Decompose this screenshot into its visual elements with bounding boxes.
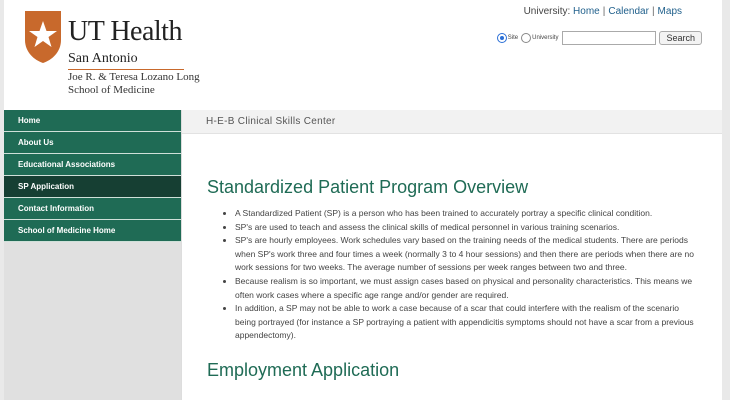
link-separator: |	[651, 6, 655, 17]
sidebar-item-school-of-medicine-home[interactable]: School of Medicine Home	[4, 220, 181, 242]
sidebar-item-educational-associations[interactable]: Educational Associations	[4, 154, 181, 176]
sidebar	[4, 110, 181, 400]
search-bar	[497, 31, 702, 45]
logo-school-line2: School of Medicine	[68, 84, 155, 96]
list-item: • SP's are used to teach and assess the clinical skills of medical personnel in various training scenarios.	[235, 221, 698, 235]
header	[4, 0, 722, 110]
radio-site-label: Site	[507, 35, 519, 41]
radio-site[interactable]	[497, 33, 507, 43]
radio-university-label: University	[532, 35, 559, 41]
logo-divider	[68, 69, 184, 70]
sidebar-item-sp-application[interactable]: SP Application	[4, 176, 181, 198]
logo-subtitle: San Antonio	[68, 51, 138, 66]
content-area	[182, 177, 722, 381]
university-label: University:	[523, 6, 571, 17]
radio-university[interactable]	[521, 33, 531, 43]
search-button[interactable]: Search	[659, 31, 702, 45]
list-item: • A Standardized Patient (SP) is a person who has been trained to accurately portray a specific clinical condition.	[235, 207, 698, 221]
list-item: • In addition, a SP may not be able to work a case because of a scar that could interfere with the realism of the scenario being portrayed (for instance a SP portraying a patient with appendicitis symptoms should not have a scar from a previous appendectomy).	[235, 302, 698, 343]
overview-list	[207, 207, 698, 343]
list-item: • SP's are hourly employees. Work schedules vary based on the training needs of the medical students. There are periods when SP's work three and four times a week (normally 3 to 4 hour sessions) and then there are periods when there are no work sessions for two weeks. The average number of sessions per week ranges between two and three.	[235, 234, 698, 275]
page	[4, 0, 722, 400]
breadcrumb: H-E-B Clinical Skills Center	[182, 110, 722, 134]
sidebar-item-home[interactable]: Home	[4, 110, 181, 132]
section-title-employment: Employment Application	[207, 359, 400, 380]
sidebar-item-contact-information[interactable]: Contact Information	[4, 198, 181, 220]
logo-school-line1: Joe R. & Teresa Lozano Long	[68, 71, 200, 83]
logo-title: UT Health	[68, 16, 182, 47]
link-calendar[interactable]: Calendar	[608, 6, 649, 17]
link-separator: |	[602, 6, 606, 17]
search-input[interactable]	[562, 31, 656, 45]
university-links	[524, 6, 682, 17]
main-content	[181, 110, 722, 400]
link-home[interactable]: Home	[573, 6, 600, 17]
link-maps[interactable]: Maps	[657, 6, 682, 17]
longhorn-shield-icon	[24, 10, 62, 64]
list-item: • Because realism is so important, we must assign cases based on physical and personality characteristics. This means we often work cases where a specific age range and/or gender are required.	[235, 275, 698, 302]
ut-health-logo[interactable]	[24, 10, 214, 100]
page-title: Standardized Patient Program Overview	[207, 177, 529, 197]
sidebar-item-about-us[interactable]: About Us	[4, 132, 181, 154]
